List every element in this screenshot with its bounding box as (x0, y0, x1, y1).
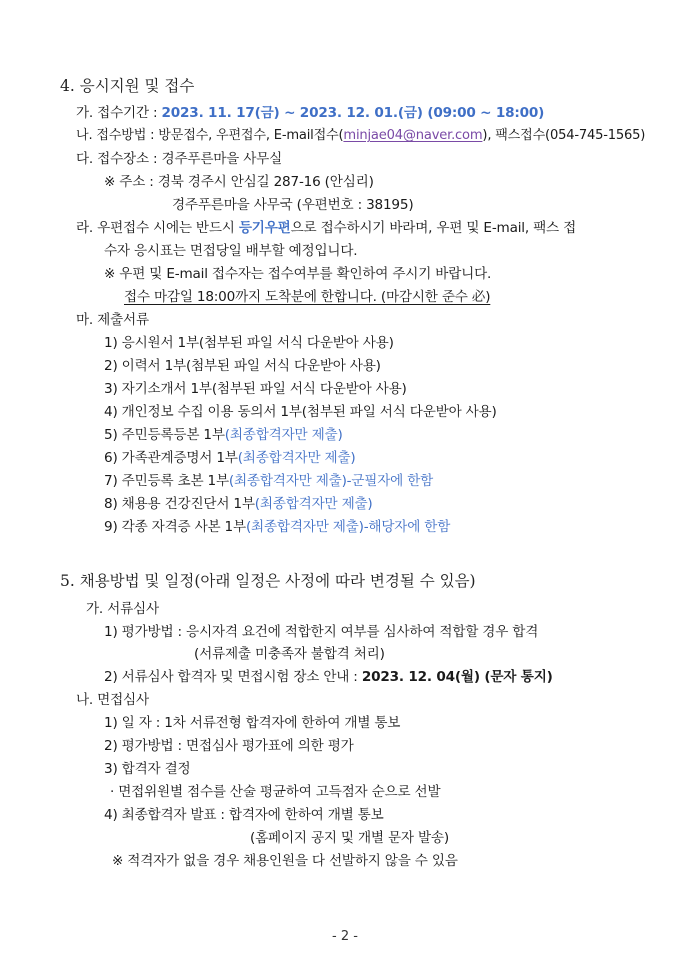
section-5-title: 5. 채용방법 및 일정(아래 일정은 사정에 따라 변경될 수 있음) (60, 572, 476, 590)
document-item-condition: (최종합격자만 제출) (224, 427, 343, 443)
interview-schedule: 1) 일 자 : 1차 서류전형 합격자에 한하여 개별 통보 (104, 715, 401, 731)
mail-note-a: 라. 우편접수 시에는 반드시 (76, 220, 239, 236)
pass-decision: 3) 합격자 결정 (104, 761, 191, 777)
document-item (104, 334, 394, 352)
document-item-condition: (최종합격자만 제출) (254, 496, 373, 512)
reception-method-label: 나. 접수방법 : 방문접수, 우편접수, E-mail접수( (76, 128, 344, 143)
document-item-condition: (최종합격자만 제출)-군필자에 한함 (228, 473, 434, 489)
section-4-title: 4. 응시지원 및 접수 (60, 77, 195, 95)
reception-period (76, 104, 544, 122)
reception-period-label: 가. 접수기간 : (76, 105, 162, 121)
mail-note (76, 219, 576, 237)
reception-method-rest: ), 팩스접수(054-745-1565) (482, 128, 646, 143)
final-announcement: 4) 최종합격자 발표 : 합격자에 한하여 개별 통보 (104, 807, 384, 823)
reception-method (76, 127, 645, 145)
document-item-text: 4) 개인정보 수집 이용 동의서 1부(첨부된 파일 서식 다운받아 사용) (104, 404, 497, 420)
document-item-condition: (최종합격자만 제출) (237, 450, 356, 466)
evaluation-method-sub: (서류제출 미충족자 불합격 처리) (194, 646, 385, 662)
document-item (104, 403, 497, 421)
reception-period-value: 2023. 11. 17(금) ~ 2023. 12. 01.(금) (09:00 ~ 18:00) (161, 105, 545, 121)
document-item-text: 1) 응시원서 1부(첨부된 파일 서식 다운받아 사용) (104, 335, 394, 351)
document-item-text: 5) 주민등록등본 1부 (104, 427, 225, 443)
document-item (104, 495, 373, 513)
document-item (104, 449, 355, 467)
registered-mail-text: 등기우편 (238, 220, 291, 236)
document-item (104, 380, 407, 398)
interview-title: 나. 면접심사 (76, 692, 149, 708)
page-number: - 2 - (332, 929, 358, 944)
documents-title: 마. 제출서류 (76, 312, 149, 328)
document-review-title: 가. 서류심사 (86, 601, 159, 617)
pass-decision-detail: · 면접위원별 점수를 산술 평균하여 고득점자 순으로 선발 (110, 784, 441, 800)
address-line-1: ※ 주소 : 경북 경주시 안심길 287-16 (안심리) (104, 174, 374, 190)
confirm-note: ※ 우편 및 E-mail 접수자는 접수여부를 확인하여 주시기 바랍니다. (104, 266, 492, 282)
review-notice-label: 2) 서류심사 합격자 및 면접시험 장소 안내 : (104, 669, 362, 685)
interview-method: 2) 평가방법 : 면접심사 평가표에 의한 평가 (104, 738, 354, 754)
document-item-text: 9) 각종 자격증 사본 1부 (104, 519, 246, 535)
document-item-condition: (최종합격자만 제출)-해당자에 한함 (245, 519, 451, 535)
evaluation-method: 1) 평가방법 : 응시자격 요건에 적합한지 여부를 심사하여 적합할 경우 합격 (104, 624, 539, 640)
address-line-2: 경주푸른마을 사무국 (우편번호 : 38195) (172, 197, 414, 213)
final-announcement-sub: (홈페이지 공지 및 개별 문자 발송) (250, 830, 449, 846)
deadline-note: 접수 마감일 18:00까지 도착분에 한합니다. (마감시한 준수 必) (124, 289, 491, 305)
document-item (104, 357, 381, 375)
final-note: ※ 적격자가 없을 경우 채용인원을 다 선발하지 않을 수 있음 (112, 853, 458, 869)
mail-note-continued: 수자 응시표는 면접당일 배부할 예정입니다. (104, 243, 358, 259)
document-item-text: 8) 채용용 건강진단서 1부 (104, 496, 255, 512)
document-item (104, 472, 433, 490)
email-link[interactable]: minjae04@naver.com (343, 128, 483, 143)
document-item (104, 518, 450, 536)
document-item (104, 426, 343, 444)
document-item-text: 2) 이력서 1부(첨부된 파일 서식 다운받아 사용) (104, 358, 381, 374)
reception-place: 다. 접수장소 : 경주푸른마을 사무실 (76, 151, 283, 167)
review-notice-date: 2023. 12. 04(월) (문자 통지) (361, 669, 553, 685)
document-item-text: 7) 주민등록 초본 1부 (104, 473, 229, 489)
mail-note-b: 으로 접수하시기 바라며, 우편 및 E-mail, 팩스 접 (290, 220, 577, 236)
document-item-text: 3) 자기소개서 1부(첨부된 파일 서식 다운받아 사용) (104, 381, 407, 397)
review-notice (104, 668, 553, 686)
document-item-text: 6) 가족관계증명서 1부 (104, 450, 238, 466)
